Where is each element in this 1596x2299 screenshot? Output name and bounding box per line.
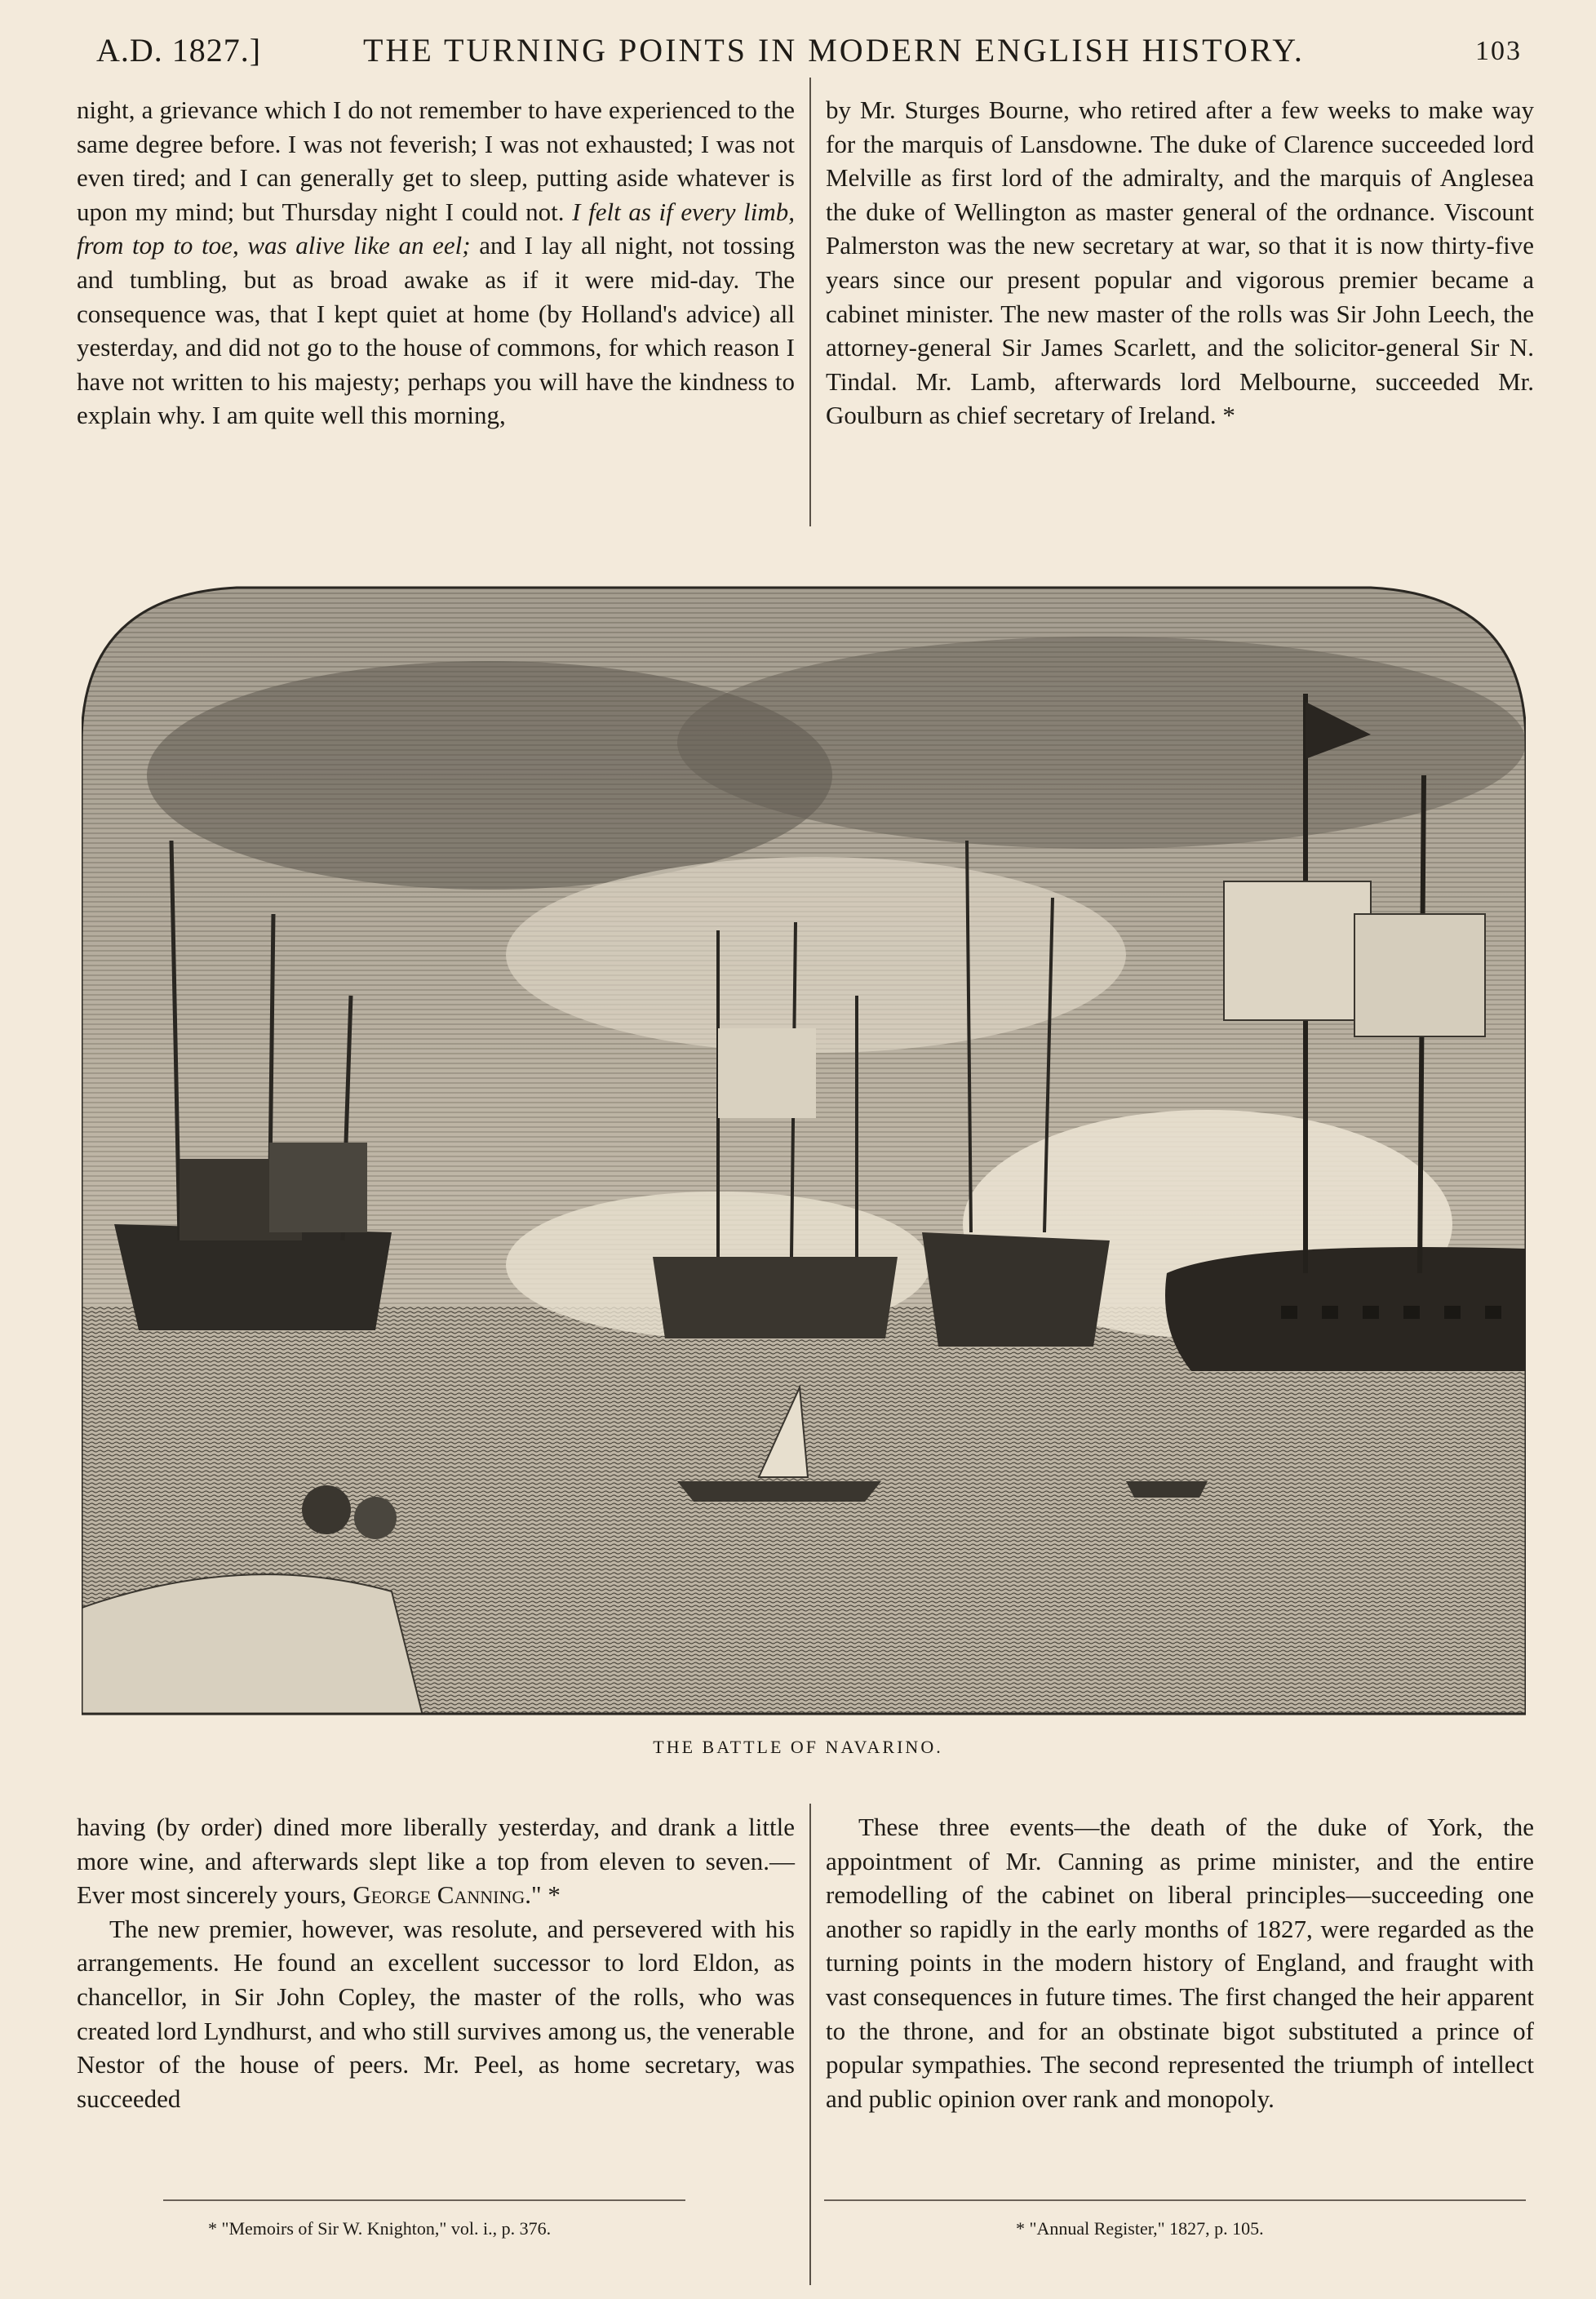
signature: George Canning [352, 1880, 525, 1910]
page-number: 103 [1475, 36, 1522, 66]
text-run: ." * [525, 1880, 561, 1910]
bottom-right-paragraph: These three events—the death of the duke of York, the appointment of Mr. Canning as prime minister, and the entire remodelling of the cabinet on liberal principles—succeeding one another so rapidly in the early months of 1827, were regarded as the turning points in the modern history of England, and fraught with vast consequences in future times. The first changed the heir apparent to the throne, and for an obstinate bigot substituted a prince of popular sympathies. The second represented the triumph of intellect and public opinion over rank and monopoly. [826, 1813, 1534, 2113]
footnote-rule [824, 2199, 1526, 2201]
top-right-column [826, 93, 1534, 433]
text-run: having (by order) dined more liberally yesterday, and drank a little more wine, and afterwards slept like a top from eleven to seven.—Ever most sincerely yours, [77, 1813, 795, 1910]
text-run: night, a grievance which I do not remember to have experienced to the same degree before. I was not feverish; I was not exhausted; I was not even tired; and I can generally get to sleep, putting aside whatever is upon my mind; but Thursday night I could not. [77, 95, 795, 226]
bottom-left-paragraph-1 [77, 1810, 795, 1912]
engraving-scene [82, 571, 1526, 1722]
top-left-column [77, 93, 795, 433]
battle-engraving [82, 571, 1526, 1722]
text-run: and I lay all night, not tossing and tumbling, but as broad awake as if it were mid-day. The consequence was, that I kept quiet at home (by Holland's advice) all yesterday, and did not go to the house of commons, for which reason I have not written to his majesty; perhaps you will have the kindness to explain why. I am quite well this morning, [77, 231, 795, 430]
top-right-paragraph: by Mr. Sturges Bourne, who retired after a few weeks to make way for the marquis of Lansdowne. The duke of Clarence succeeded lord Melville as first lord of the admiralty, and the marquis of Anglesea the duke of Wellington as master general of the ordnance. Viscount Palmerston was the new secretary at war, so that it is now thirty-five years since our present popular and vigorous premier became a cabinet minister. The new master of the rolls was Sir John Leech, the attorney-general Sir James Scarlett, and the solicitor-general Sir N. Tindal. Mr. Lamb, afterwards lord Melbourne, succeeded Mr. Goulburn as chief secretary of Ireland. * [826, 95, 1534, 430]
footnote-left: * "Memoirs of Sir W. Knighton," vol. i., p. 376. [208, 2218, 552, 2239]
engraving-image [82, 571, 1526, 1722]
running-header [73, 31, 1542, 72]
figure-caption: THE BATTLE OF NAVARINO. [653, 1737, 943, 1757]
column-divider [809, 1804, 811, 2285]
bottom-left-column [77, 1810, 795, 2115]
header-date: A.D. 1827.] [96, 32, 262, 69]
bottom-left-paragraph-2: The new premier, however, was resolute, and persevered with his arrangements. He found an excellent successor to lord Eldon, as chancellor, in Sir John Copley, the master of the rolls, who was created lord Lyndhurst, and who still survives among us, the venerable Nestor of the house of peers. Mr. Peel, as home secretary, was succeeded [77, 1914, 795, 2113]
column-divider [809, 78, 811, 526]
header-title: THE TURNING POINTS IN MODERN ENGLISH HISTORY. [363, 32, 1305, 69]
bottom-right-column [826, 1810, 1534, 2115]
footnote-rule [163, 2199, 685, 2201]
footnote-right: * "Annual Register," 1827, p. 105. [1016, 2218, 1264, 2239]
italic-quote: I felt as if every limb, from top to toe, was alive like an eel; [77, 197, 795, 260]
top-left-paragraph [77, 93, 795, 433]
